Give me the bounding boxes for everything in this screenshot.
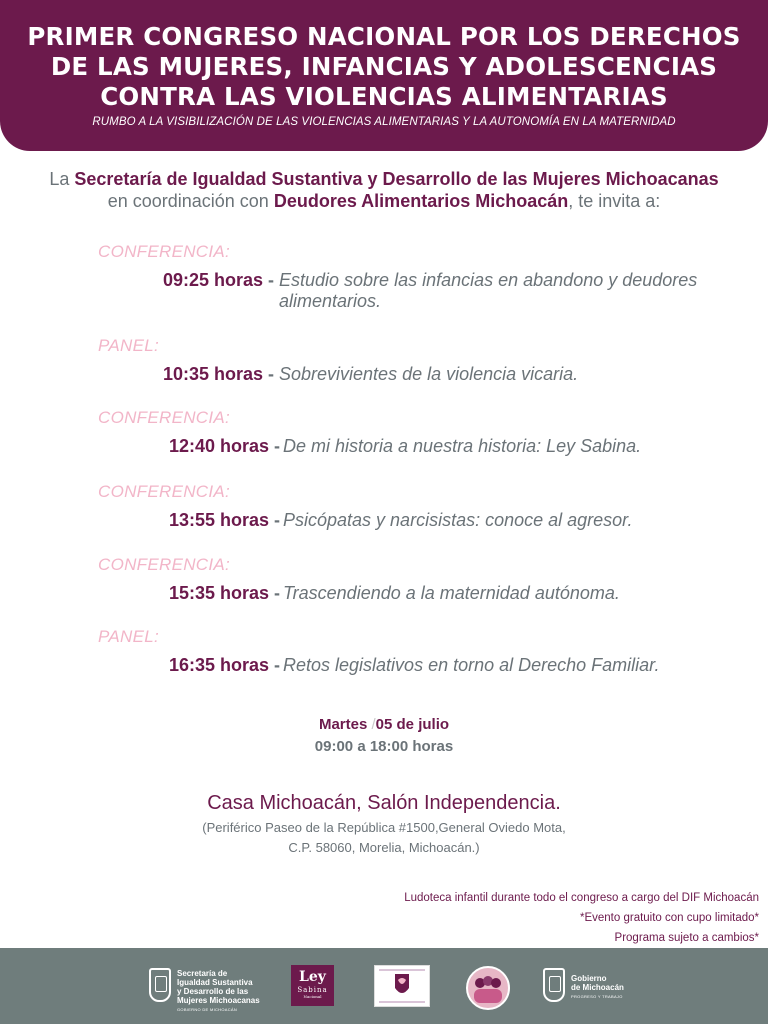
session-time: 15:35 horas - [168,583,280,603]
partner-name: Deudores Alimentarios Michoacán [273,191,569,211]
session-title: Psicópatas y narcisistas: conoce al agresor. [283,510,633,530]
session-title: Retos legislativos en torno al Derecho Familiar. [283,655,660,675]
session-type: PANEL: [98,336,160,355]
session-title: Trascendiendo a la maternidad autónoma. [283,583,620,603]
note-changes: Programa sujeto a cambios* [614,932,759,944]
invitation-text [0,168,768,212]
session-type: CONFERENCIA: [98,482,231,501]
gobierno-logo-text: Gobierno de Michoacán PROGRESO Y TRABAJO [571,974,624,999]
session-time: 12:40 horas - [168,436,280,456]
intro-prefix: La [49,169,70,189]
session-type: CONFERENCIA: [98,242,231,261]
intro-coordination: en coordinación con [107,191,269,211]
women-group-logo [466,966,510,1010]
intro-invite: , te invita a: [568,191,661,211]
event-hours: 09:00 a 18:00 horas [314,738,454,755]
event-subtitle: RUMBO A LA VISIBILIZACIÓN DE LAS VIOLENCIAS ALIMENTARIAS Y LA AUTONOMÍA EN LA MATERNIDAD [92,116,676,128]
header-banner [0,0,768,151]
note-ludoteca: Ludoteca infantil durante todo el congreso a cargo del DIF Michoacán [404,892,759,904]
gobierno-crest-icon [543,968,565,1002]
note-free: *Evento gratuito con cupo limitado* [580,912,759,924]
secretaria-logo-text: Secretaría de Igualdad Sustantiva y Desarrollo de las Mujeres Michoacanas GOBIERNO DE MICHOACÁN [177,969,260,1012]
session-time: 16:35 horas - [168,655,280,675]
deudores-alimentarios-logo [374,965,430,1007]
session-title: Estudio sobre las infancias en abandono y deudores alimentarios. [279,270,698,311]
session-title: De mi historia a nuestra historia: Ley Sabina. [283,436,642,456]
session-time: 09:25 horas - [162,270,274,290]
event-title: PRIMER CONGRESO NACIONAL POR LOS DERECHOS DE LAS MUJERES, INFANCIAS Y ADOLESCENCIAS CONTRA LAS VIOLENCIAS ALIMENTARIAS [27,22,741,111]
session-time: 13:55 horas - [168,510,280,530]
session-type: CONFERENCIA: [98,555,231,574]
session-title: Sobrevivientes de la violencia vicaria. [279,364,579,384]
shield-heart-icon [375,966,429,1006]
venue-name: Casa Michoacán, Salón Independencia. [207,792,561,814]
michoacan-crest-icon [149,968,171,1002]
ley-sabina-logo: Ley Sabina Nacional [291,965,334,1006]
event-date: Martes /05 de julio [318,716,450,733]
session-time: 10:35 horas - [162,364,274,384]
people-icon [468,968,508,1008]
footer-logos [0,948,768,1024]
organizer-name: Secretaría de Igualdad Sustantiva y Desarrollo de las Mujeres Michoacanas [74,169,719,189]
session-type: PANEL: [98,627,160,646]
event-notes [259,888,759,948]
venue-address: (Periférico Paseo de la República #1500,General Oviedo Mota, C.P. 58060, Morelia, Michoacán.) [202,820,566,855]
session-type: CONFERENCIA: [98,408,231,427]
